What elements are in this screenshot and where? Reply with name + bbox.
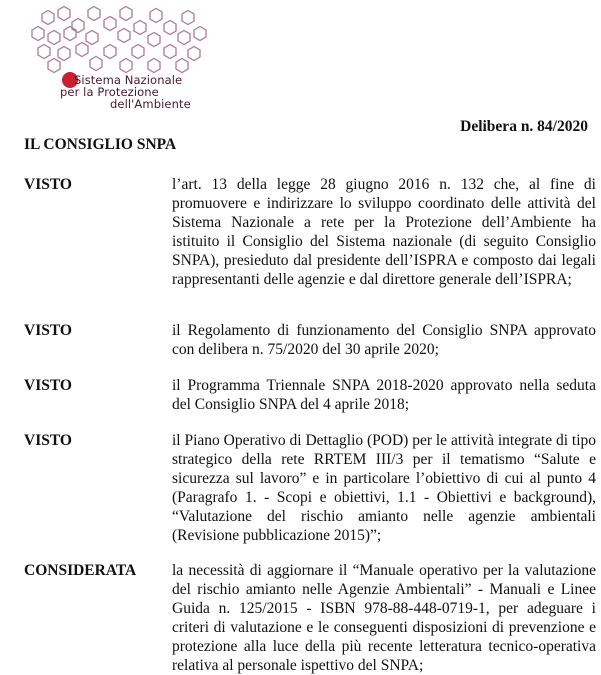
recital-text: il Regolamento di funzionamento del Consiglio SNPA approvato con delibera n. 75/2020 del 30 aprile 2020; — [172, 322, 596, 358]
recital-text: il Programma Triennale SNPA 2018-2020 approvato nella seduta del Consiglio SNPA del 4 aprile 2018; — [172, 377, 596, 413]
delibera-number: Delibera n. 84/2020 — [460, 118, 588, 135]
recital-text: l’art. 13 della legge 28 giugno 2016 n. 132 che, al fine di promuovere e indirizzare lo sviluppo coordinato delle attività del Sistema Nazionale a rete per la Protezione dell’Ambiente ha istituito il Consiglio del Sistema nazionale (di seguito Consiglio SNPA), presieduto dal presidente dell’ISPRA e composto dai legali rappresentanti delle agenzie e dal direttore generale dell’ISPRA; — [172, 176, 596, 288]
recital-label: VISTO — [24, 176, 72, 193]
recital-text: la necessità di aggiornare il “Manuale operativo per la valutazione del rischio amianto nelle Agenzie Ambientali” - Manuali e Linee Guida n. 125/2015 - ISBN 978-88-448-0719-1, per adeguare i criteri di valutazione e le conseguenti disposizioni di prevenzione e protezione alla luce della più recente letteratura tecnico-operativa relativa al personale ispettivo del SNPA; — [172, 562, 596, 674]
recital-label: CONSIDERATA — [24, 562, 137, 579]
recital-label: VISTO — [24, 377, 72, 394]
logo-line-1: Sistema Nazionale — [74, 73, 183, 87]
logo-line-3: dell'Ambiente — [110, 97, 191, 111]
snpa-logo — [24, 4, 214, 116]
logo-line-2: per la Protezione — [60, 85, 159, 99]
logo-wordmark — [24, 74, 214, 110]
recital-label: VISTO — [24, 322, 72, 339]
recital-text: il Piano Operativo di Dettaglio (POD) per le attività integrate di tipo strategico della rete RRTEM III/3 per il tematismo “Salute e sicurezza sul lavoro” e in particolare l’obiettivo di cui al punto 4 (Paragrafo 1. - Scopi e obiettivi, 1.1 - Obiettivi e background), “Valutazione del rischio amianto nelle agenzie ambientali (Revisione pubblicazione 2015)”; — [172, 432, 596, 544]
council-heading: IL CONSIGLIO SNPA — [24, 136, 177, 153]
recital-label: VISTO — [24, 432, 72, 449]
